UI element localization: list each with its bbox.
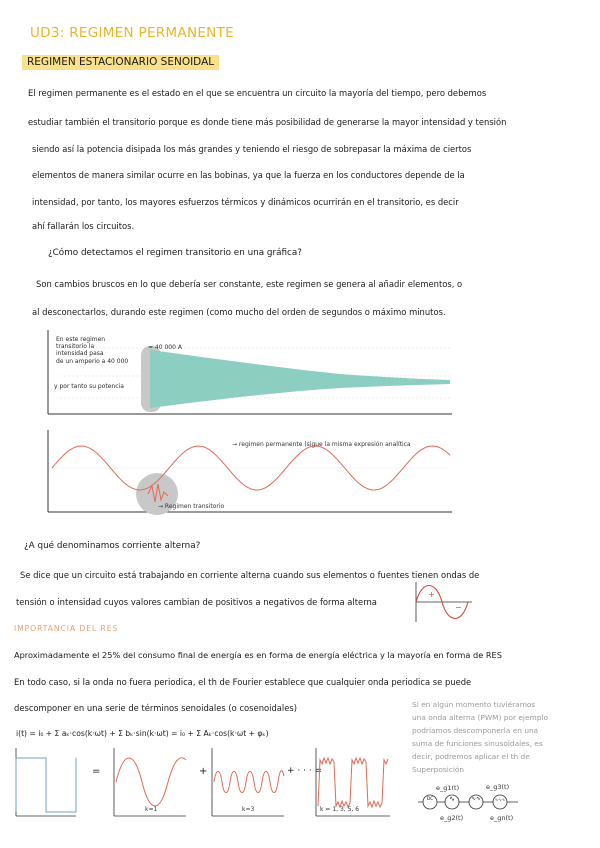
current-envelope xyxy=(150,350,450,408)
page-title: UD3: REGIMEN PERMANENTE xyxy=(30,25,234,41)
source-label: e_g1(t) xyxy=(436,784,460,792)
square-wave-graph xyxy=(14,746,78,818)
series-continuation: + · · · = xyxy=(287,766,323,776)
source-label: e_gn(t) xyxy=(490,814,514,822)
paragraph-line: intensidad, por tanto, los mayores esfuerzos térmicos y dinámicos ocurrirán en el transitorio, es decir xyxy=(32,197,459,207)
chart-annotation-tail: y por tanto su potencia xyxy=(54,383,124,390)
paragraph-line: Se dice que un circuito está trabajando en corriente alterna cuando sus elementos o fuentes tienen ondas de xyxy=(20,570,480,580)
paragraph-line: estudiar también el transitorio porque es donde tiene más posibilidad de generarse la mayor intensidad y tensión xyxy=(28,117,507,127)
ac-source-icon: ∿∿ xyxy=(471,796,481,802)
equals-sign: = xyxy=(92,766,101,777)
question-heading: ¿Cómo detectamos el regimen transitorio en una gráfica? xyxy=(48,248,302,258)
paragraph-line: descomponer en una serie de términos senoidales (o cosenoidales) xyxy=(14,703,298,713)
transient-regime-label: → Regimen transitorio xyxy=(158,503,225,510)
section-heading: IMPORTANCIA DEL RES xyxy=(14,624,119,633)
harmonic-label-all: k = 1, 3, 5, 6 xyxy=(320,806,360,813)
ac-source-icon: ∿∿∿ xyxy=(494,797,506,802)
peak-label: ≈ 40 000 A xyxy=(148,344,182,351)
question-heading: ¿A qué denominamos corriente alterna? xyxy=(24,541,201,551)
paragraph-line: En todo caso, si la onda no fuera periodica, el th de Fourier establece que cualquier onda periodica se puede xyxy=(14,677,472,687)
fourier-formula: i(t) = i₀ + Σ aₖ·cos(k·ωt) + Σ bₖ·sin(k·ωt) = i₀ + Σ Aₖ·cos(k·ωt + φₖ) xyxy=(16,729,269,738)
harmonic-label-k3: k=3 xyxy=(242,806,255,813)
paragraph-line: siendo así la potencia disipada los más grandes y teniendo el riesgo de sobrepasar la máxima de ciertos xyxy=(32,144,472,154)
paragraph-line: El regimen permanente es el estado en el que se encuentra un circuito la mayoría del tiempo, pero debemos xyxy=(28,88,487,98)
harmonic-label-k1: k=1 xyxy=(145,806,158,813)
positive-sign: + xyxy=(428,590,435,599)
side-note: Si en algún momento tuviéramos una onda alterna (PWM) por ejemplo podríamos descomponerla en una suma de funciones sinusoidales, es decir, podremos aplicar el th de Superposición xyxy=(412,700,548,774)
paragraph-line: Aproximadamente el 25% del consumo final de energía es en forma de energía eléctrica y la mayoría en forma de RES xyxy=(14,650,502,660)
series-sources-circuit xyxy=(418,792,518,812)
paragraph-line: Son cambios bruscos en lo que debería ser constante, este regimen se genera al añadir elementos, o xyxy=(36,279,463,289)
source-label: e_g2(t) xyxy=(440,814,464,822)
section-subtitle: REGIMEN ESTACIONARIO SENOIDAL xyxy=(22,55,219,70)
paragraph-line: al desconectarlos, durando este regimen (como mucho del orden de segundos o máximo minutos. xyxy=(32,307,446,317)
paragraph-line: tensión o intensidad cuyos valores cambian de positivos a negativos de forma alterna xyxy=(16,597,377,607)
permanent-regime-label: → regimen permanente (sigue la misma expresión analítica xyxy=(232,441,411,448)
source-label: e_g3(t) xyxy=(486,783,510,791)
plus-sign: + xyxy=(199,766,208,777)
paragraph-line: elementos de manera similar ocurre en las bobinas, ya que la fuerza en los conductores depende de la xyxy=(32,170,465,180)
negative-sign: − xyxy=(455,603,462,612)
dc-source-icon: DC xyxy=(426,797,434,802)
paragraph-line: ahí fallarán los circuitos. xyxy=(32,221,135,231)
ac-source-icon: ∿ xyxy=(449,795,455,803)
chart-annotation: En este regimen transitorio la intensidad pasa de un amperio a 40 000 xyxy=(56,336,129,365)
ac-wave-icon xyxy=(414,580,474,624)
